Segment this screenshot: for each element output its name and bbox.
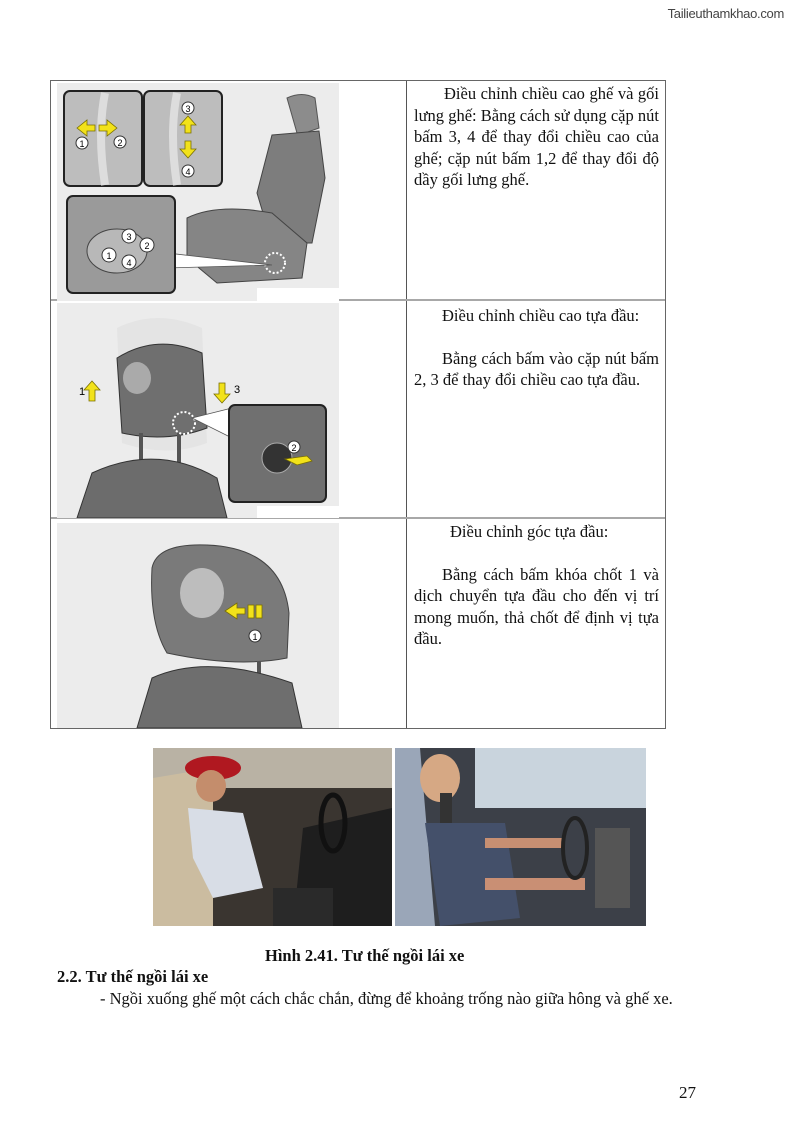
- callout-1-label: 1: [79, 386, 86, 398]
- svg-text:4: 4: [185, 167, 191, 177]
- instruction-text: [407, 519, 665, 650]
- paragraph-text: - Ngồi xuống ghế một cách chắc chắn, đừng để khoảng trống nào giữa hông và ghế xe.: [100, 989, 673, 1008]
- crash-dummy-seated-photo: [395, 748, 646, 926]
- headrest-height-illustration: [57, 303, 339, 523]
- instruction-title: Điều chỉnh góc tựa đầu:: [450, 522, 609, 541]
- section-heading: 2.2. Tư thế ngồi lái xe: [57, 967, 209, 986]
- headrest-angle-illustration: [57, 523, 339, 733]
- svg-text:1: 1: [106, 251, 112, 261]
- svg-text:2: 2: [144, 241, 150, 251]
- instruction-paragraph: Điều chỉnh chiều cao ghế và gối lưng ghế: Bằng cách sử dụng cặp nút bấm 3, 4 để thay đổi chiều cao của ghế; cặp nút bấm 1,2 để thay đổi độ dầy gối lưng ghế.: [414, 84, 659, 189]
- svg-text:1: 1: [252, 632, 258, 642]
- table-row: [51, 519, 665, 729]
- section-paragraph: [57, 988, 697, 1010]
- instruction-paragraph: Bằng cách bấm khóa chốt 1 và dịch chuyển tựa đầu cho đến vị trí mong muốn, thả chốt để định vị tựa đầu.: [414, 564, 659, 648]
- instruction-table: [50, 80, 666, 729]
- svg-text:3: 3: [234, 384, 241, 396]
- page-number: 27: [679, 1083, 696, 1102]
- instruction-text: [407, 301, 665, 391]
- instruction-paragraph: Bằng cách bấm vào cặp nút bấm 2, 3 để thay đổi chiều cao tựa đầu.: [414, 348, 659, 389]
- table-row: [51, 301, 665, 519]
- figure-caption: Hình 2.41. Tư thế ngồi lái xe: [265, 946, 465, 965]
- svg-text:4: 4: [126, 258, 132, 268]
- svg-text:1: 1: [79, 139, 85, 149]
- svg-text:2: 2: [291, 443, 297, 453]
- instruction-title: Điều chỉnh chiều cao tựa đầu:: [442, 306, 640, 325]
- svg-text:3: 3: [185, 104, 191, 114]
- instruction-text: [407, 81, 665, 191]
- watermark: Tailieuthamkhao.com: [667, 6, 784, 21]
- svg-text:3: 3: [126, 232, 132, 242]
- svg-text:2: 2: [117, 138, 123, 148]
- seat-height-lumbar-illustration: [57, 83, 339, 306]
- table-row: [51, 81, 665, 301]
- driver-seated-photo: [153, 748, 392, 926]
